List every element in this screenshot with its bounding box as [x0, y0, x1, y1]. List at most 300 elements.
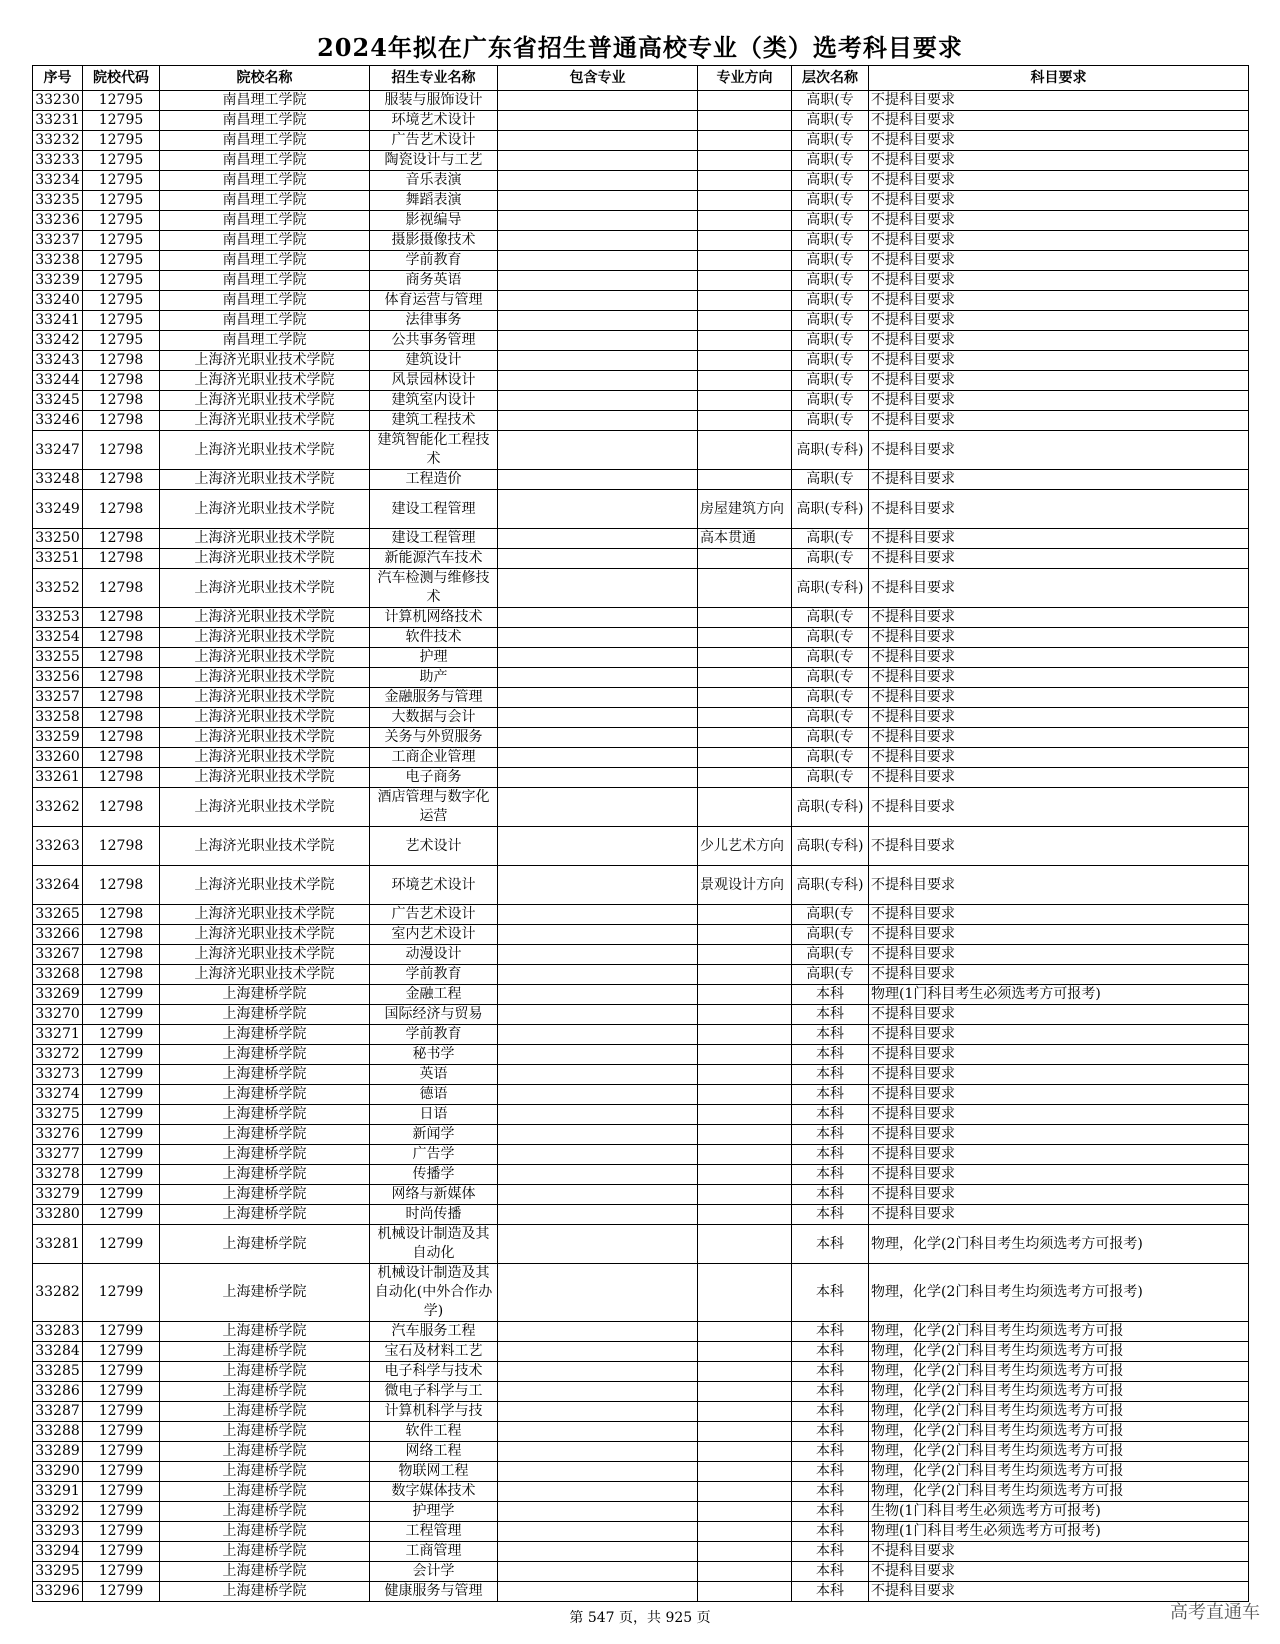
cell-included: [498, 1165, 698, 1185]
cell-level: 高职(专: [792, 628, 869, 648]
cell-seq: 33232: [33, 131, 83, 151]
cell-included: [498, 1005, 698, 1025]
cell-direction: [698, 1342, 792, 1362]
cell-school-code: 12799: [83, 1542, 160, 1562]
cell-requirement: 不提科目要求: [869, 251, 1249, 271]
cell-seq: 33284: [33, 1342, 83, 1362]
cell-direction: [698, 1085, 792, 1105]
cell-major: 金融工程: [370, 985, 498, 1005]
cell-school-code: 12798: [83, 866, 160, 905]
cell-major: 新能源汽车技术: [370, 549, 498, 569]
cell-school-name: 南昌理工学院: [160, 171, 370, 191]
cell-requirement: 不提科目要求: [869, 351, 1249, 371]
cell-direction: [698, 945, 792, 965]
cell-seq: 33264: [33, 866, 83, 905]
cell-seq: 33292: [33, 1502, 83, 1522]
table-row: [33, 1145, 1249, 1165]
cell-seq: 33285: [33, 1362, 83, 1382]
cell-direction: [698, 648, 792, 668]
cell-included: [498, 91, 698, 111]
cell-direction: [698, 688, 792, 708]
cell-major: 工商企业管理: [370, 748, 498, 768]
cell-seq: 33262: [33, 788, 83, 827]
table-row: [33, 211, 1249, 231]
cell-school-code: 12795: [83, 311, 160, 331]
cell-included: [498, 1322, 698, 1342]
table-row: [33, 1085, 1249, 1105]
cell-seq: 33244: [33, 371, 83, 391]
cell-major: 工程造价: [370, 470, 498, 490]
cell-school-name: 上海建桥学院: [160, 1362, 370, 1382]
cell-major: 学前教育: [370, 251, 498, 271]
cell-major: 时尚传播: [370, 1205, 498, 1225]
table-header-row: [33, 66, 1249, 91]
cell-requirement: 不提科目要求: [869, 1562, 1249, 1582]
cell-direction: [698, 1382, 792, 1402]
table-row: [33, 965, 1249, 985]
column-header: 包含专业: [498, 66, 698, 91]
cell-included: [498, 768, 698, 788]
cell-seq: 33255: [33, 648, 83, 668]
cell-school-name: 南昌理工学院: [160, 131, 370, 151]
cell-included: [498, 569, 698, 608]
cell-included: [498, 490, 698, 529]
table-row: [33, 1422, 1249, 1442]
cell-major: 酒店管理与数字化运营: [370, 788, 498, 827]
cell-requirement: 不提科目要求: [869, 411, 1249, 431]
cell-school-code: 12799: [83, 1422, 160, 1442]
cell-level: 高职(专: [792, 211, 869, 231]
cell-level: 高职(专科): [792, 866, 869, 905]
cell-direction: [698, 351, 792, 371]
cell-school-code: 12795: [83, 91, 160, 111]
table-row: [33, 1542, 1249, 1562]
cell-level: 高职(专: [792, 728, 869, 748]
cell-direction: [698, 925, 792, 945]
table-row: [33, 1522, 1249, 1542]
cell-direction: [698, 728, 792, 748]
cell-school-name: 上海济光职业技术学院: [160, 391, 370, 411]
cell-level: 本科: [792, 1205, 869, 1225]
cell-level: 本科: [792, 1085, 869, 1105]
requirements-table: [32, 65, 1249, 1602]
cell-direction: [698, 251, 792, 271]
cell-requirement: 不提科目要求: [869, 171, 1249, 191]
cell-requirement: 不提科目要求: [869, 569, 1249, 608]
cell-school-name: 上海建桥学院: [160, 1542, 370, 1562]
cell-seq: 33286: [33, 1382, 83, 1402]
table-row: [33, 945, 1249, 965]
cell-major: 摄影摄像技术: [370, 231, 498, 251]
cell-level: 本科: [792, 1005, 869, 1025]
cell-requirement: 不提科目要求: [869, 708, 1249, 728]
cell-included: [498, 311, 698, 331]
cell-level: 高职(专: [792, 470, 869, 490]
page-title: 2024年拟在广东省招生普通高校专业（类）选考科目要求: [317, 33, 963, 62]
cell-seq: 33269: [33, 985, 83, 1005]
cell-school-code: 12799: [83, 1264, 160, 1322]
cell-requirement: 不提科目要求: [869, 628, 1249, 648]
table-row: [33, 470, 1249, 490]
cell-direction: [698, 1462, 792, 1482]
cell-school-name: 上海建桥学院: [160, 1342, 370, 1362]
cell-included: [498, 1522, 698, 1542]
cell-school-name: 上海建桥学院: [160, 1264, 370, 1322]
cell-requirement: 不提科目要求: [869, 490, 1249, 529]
cell-school-name: 上海建桥学院: [160, 1025, 370, 1045]
cell-requirement: 不提科目要求: [869, 131, 1249, 151]
table-body: [33, 91, 1249, 1602]
cell-level: 高职(专: [792, 905, 869, 925]
cell-included: [498, 1542, 698, 1562]
cell-level: 本科: [792, 985, 869, 1005]
table-row: [33, 648, 1249, 668]
cell-direction: [698, 1105, 792, 1125]
cell-school-code: 12798: [83, 391, 160, 411]
cell-school-code: 12799: [83, 1482, 160, 1502]
table-row: [33, 1264, 1249, 1322]
column-header: 院校代码: [83, 66, 160, 91]
cell-school-name: 南昌理工学院: [160, 251, 370, 271]
cell-requirement: 物理，化学(2门科目考生均须选考方可报: [869, 1362, 1249, 1382]
cell-level: 高职(专: [792, 311, 869, 331]
cell-seq: 33282: [33, 1264, 83, 1322]
cell-seq: 33276: [33, 1125, 83, 1145]
cell-level: 本科: [792, 1442, 869, 1462]
cell-level: 本科: [792, 1402, 869, 1422]
cell-included: [498, 1264, 698, 1322]
cell-level: 高职(专: [792, 251, 869, 271]
cell-major: 建筑智能化工程技术: [370, 431, 498, 470]
cell-seq: 33248: [33, 470, 83, 490]
cell-major: 建设工程管理: [370, 490, 498, 529]
cell-major: 助产: [370, 668, 498, 688]
cell-level: 高职(专科): [792, 431, 869, 470]
cell-level: 本科: [792, 1362, 869, 1382]
cell-school-name: 上海济光职业技术学院: [160, 608, 370, 628]
cell-included: [498, 866, 698, 905]
cell-direction: [698, 470, 792, 490]
cell-included: [498, 1502, 698, 1522]
table-row: [33, 1065, 1249, 1085]
table-row: [33, 1442, 1249, 1462]
cell-level: 高职(专科): [792, 788, 869, 827]
cell-direction: [698, 549, 792, 569]
table-row: [33, 1225, 1249, 1264]
cell-direction: [698, 628, 792, 648]
cell-major: 广告学: [370, 1145, 498, 1165]
cell-seq: 33251: [33, 549, 83, 569]
cell-school-name: 上海济光职业技术学院: [160, 905, 370, 925]
table-row: [33, 191, 1249, 211]
table-row: [33, 1402, 1249, 1422]
cell-level: 本科: [792, 1065, 869, 1085]
cell-school-name: 上海济光职业技术学院: [160, 768, 370, 788]
cell-major: 关务与外贸服务: [370, 728, 498, 748]
cell-requirement: 不提科目要求: [869, 945, 1249, 965]
cell-level: 高职(专: [792, 411, 869, 431]
table-row: [33, 1185, 1249, 1205]
cell-requirement: 不提科目要求: [869, 608, 1249, 628]
cell-school-code: 12798: [83, 628, 160, 648]
table-row: [33, 549, 1249, 569]
cell-level: 高职(专: [792, 549, 869, 569]
table-row: [33, 1462, 1249, 1482]
cell-major: 网络与新媒体: [370, 1185, 498, 1205]
table-row: [33, 1005, 1249, 1025]
cell-direction: [698, 1482, 792, 1502]
cell-requirement: 不提科目要求: [869, 151, 1249, 171]
table-row: [33, 866, 1249, 905]
table-row: [33, 1045, 1249, 1065]
cell-requirement: 物理，化学(2门科目考生均须选考方可报: [869, 1322, 1249, 1342]
cell-direction: [698, 608, 792, 628]
cell-seq: 33294: [33, 1542, 83, 1562]
cell-school-name: 上海济光职业技术学院: [160, 945, 370, 965]
cell-major: 软件技术: [370, 628, 498, 648]
cell-major: 室内艺术设计: [370, 925, 498, 945]
cell-school-code: 12798: [83, 688, 160, 708]
cell-school-name: 上海济光职业技术学院: [160, 708, 370, 728]
cell-school-name: 上海建桥学院: [160, 1482, 370, 1502]
cell-seq: 33245: [33, 391, 83, 411]
cell-requirement: 不提科目要求: [869, 866, 1249, 905]
cell-seq: 33237: [33, 231, 83, 251]
cell-included: [498, 1442, 698, 1462]
cell-requirement: 不提科目要求: [869, 431, 1249, 470]
cell-school-name: 上海建桥学院: [160, 1422, 370, 1442]
cell-major: 舞蹈表演: [370, 191, 498, 211]
cell-included: [498, 549, 698, 569]
cell-requirement: 不提科目要求: [869, 1205, 1249, 1225]
cell-major: 建设工程管理: [370, 529, 498, 549]
cell-school-name: 上海建桥学院: [160, 1165, 370, 1185]
cell-seq: 33266: [33, 925, 83, 945]
cell-included: [498, 470, 698, 490]
column-header: 科目要求: [869, 66, 1249, 91]
cell-requirement: 不提科目要求: [869, 965, 1249, 985]
cell-direction: [698, 1362, 792, 1382]
cell-school-name: 上海建桥学院: [160, 1085, 370, 1105]
table-row: [33, 688, 1249, 708]
cell-seq: 33257: [33, 688, 83, 708]
cell-requirement: 不提科目要求: [869, 271, 1249, 291]
table-row: [33, 1205, 1249, 1225]
cell-level: 高职(专: [792, 768, 869, 788]
cell-direction: [698, 569, 792, 608]
cell-school-name: 上海济光职业技术学院: [160, 411, 370, 431]
cell-direction: [698, 1542, 792, 1562]
cell-level: 本科: [792, 1145, 869, 1165]
column-header: 专业方向: [698, 66, 792, 91]
cell-direction: 少儿艺术方向: [698, 827, 792, 866]
cell-included: [498, 1225, 698, 1264]
cell-direction: [698, 431, 792, 470]
cell-direction: [698, 391, 792, 411]
cell-level: 高职(专: [792, 91, 869, 111]
cell-school-code: 12799: [83, 1125, 160, 1145]
cell-direction: [698, 1125, 792, 1145]
cell-requirement: 不提科目要求: [869, 529, 1249, 549]
cell-direction: [698, 1145, 792, 1165]
cell-seq: 33289: [33, 1442, 83, 1462]
cell-requirement: 不提科目要求: [869, 1542, 1249, 1562]
cell-major: 陶瓷设计与工艺: [370, 151, 498, 171]
cell-school-name: 上海建桥学院: [160, 1502, 370, 1522]
cell-major: 环境艺术设计: [370, 866, 498, 905]
table-row: [33, 905, 1249, 925]
cell-direction: [698, 1185, 792, 1205]
cell-school-code: 12798: [83, 411, 160, 431]
column-header: 院校名称: [160, 66, 370, 91]
cell-seq: 33252: [33, 569, 83, 608]
cell-major: 护理: [370, 648, 498, 668]
cell-major: 建筑工程技术: [370, 411, 498, 431]
cell-seq: 33263: [33, 827, 83, 866]
cell-school-code: 12795: [83, 131, 160, 151]
table-row: [33, 1362, 1249, 1382]
cell-level: 本科: [792, 1582, 869, 1602]
table-row: [33, 231, 1249, 251]
cell-school-name: 上海济光职业技术学院: [160, 371, 370, 391]
cell-direction: [698, 965, 792, 985]
cell-major: 金融服务与管理: [370, 688, 498, 708]
cell-requirement: 不提科目要求: [869, 748, 1249, 768]
cell-school-name: 南昌理工学院: [160, 211, 370, 231]
cell-level: 高职(专: [792, 131, 869, 151]
cell-level: 本科: [792, 1105, 869, 1125]
cell-school-code: 12798: [83, 965, 160, 985]
cell-major: 工商管理: [370, 1542, 498, 1562]
cell-requirement: 不提科目要求: [869, 331, 1249, 351]
cell-school-code: 12799: [83, 1145, 160, 1165]
cell-requirement: 不提科目要求: [869, 768, 1249, 788]
cell-seq: 33270: [33, 1005, 83, 1025]
table-row: [33, 391, 1249, 411]
cell-direction: [698, 91, 792, 111]
cell-seq: 33250: [33, 529, 83, 549]
cell-school-code: 12798: [83, 648, 160, 668]
cell-school-code: 12799: [83, 1342, 160, 1362]
cell-included: [498, 529, 698, 549]
cell-school-name: 上海建桥学院: [160, 1185, 370, 1205]
table-row: [33, 1502, 1249, 1522]
cell-direction: [698, 1322, 792, 1342]
cell-requirement: 不提科目要求: [869, 549, 1249, 569]
cell-requirement: 不提科目要求: [869, 1025, 1249, 1045]
cell-school-code: 12795: [83, 171, 160, 191]
cell-school-name: 上海建桥学院: [160, 1225, 370, 1264]
cell-requirement: 不提科目要求: [869, 391, 1249, 411]
cell-requirement: 不提科目要求: [869, 827, 1249, 866]
cell-major: 护理学: [370, 1502, 498, 1522]
cell-major: 新闻学: [370, 1125, 498, 1145]
cell-level: 高职(专: [792, 371, 869, 391]
cell-included: [498, 1382, 698, 1402]
cell-major: 汽车服务工程: [370, 1322, 498, 1342]
cell-major: 学前教育: [370, 1025, 498, 1045]
cell-seq: 33261: [33, 768, 83, 788]
cell-seq: 33275: [33, 1105, 83, 1125]
cell-requirement: 不提科目要求: [869, 668, 1249, 688]
cell-direction: 高本贯通: [698, 529, 792, 549]
cell-included: [498, 965, 698, 985]
cell-major: 体育运营与管理: [370, 291, 498, 311]
cell-direction: [698, 1225, 792, 1264]
cell-requirement: 不提科目要求: [869, 1105, 1249, 1125]
cell-major: 机械设计制造及其自动化(中外合作办学): [370, 1264, 498, 1322]
cell-school-name: 南昌理工学院: [160, 111, 370, 131]
cell-direction: [698, 371, 792, 391]
cell-school-code: 12799: [83, 1205, 160, 1225]
cell-school-code: 12795: [83, 331, 160, 351]
cell-school-code: 12799: [83, 1442, 160, 1462]
cell-major: 电子科学与技术: [370, 1362, 498, 1382]
cell-seq: 33246: [33, 411, 83, 431]
cell-school-code: 12798: [83, 708, 160, 728]
cell-seq: 33288: [33, 1422, 83, 1442]
cell-included: [498, 1362, 698, 1382]
cell-included: [498, 251, 698, 271]
cell-seq: 33272: [33, 1045, 83, 1065]
cell-seq: 33259: [33, 728, 83, 748]
cell-included: [498, 1125, 698, 1145]
cell-included: [498, 1185, 698, 1205]
cell-level: 高职(专: [792, 688, 869, 708]
table-row: [33, 311, 1249, 331]
cell-major: 机械设计制造及其自动化: [370, 1225, 498, 1264]
table-row: [33, 1125, 1249, 1145]
cell-school-name: 上海建桥学院: [160, 1402, 370, 1422]
table-row: [33, 351, 1249, 371]
cell-requirement: 物理，化学(2门科目考生均须选考方可报: [869, 1482, 1249, 1502]
table-row: [33, 1322, 1249, 1342]
cell-included: [498, 668, 698, 688]
cell-included: [498, 1065, 698, 1085]
table-row: [33, 1165, 1249, 1185]
cell-seq: 33283: [33, 1322, 83, 1342]
table-row: [33, 985, 1249, 1005]
column-header: 序号: [33, 66, 83, 91]
cell-school-name: 南昌理工学院: [160, 331, 370, 351]
cell-seq: 33295: [33, 1562, 83, 1582]
cell-seq: 33236: [33, 211, 83, 231]
cell-school-code: 12798: [83, 668, 160, 688]
cell-requirement: 生物(1门科目考生必须选考方可报考): [869, 1502, 1249, 1522]
cell-included: [498, 1402, 698, 1422]
cell-requirement: 不提科目要求: [869, 1125, 1249, 1145]
cell-included: [498, 191, 698, 211]
cell-school-name: 上海建桥学院: [160, 1382, 370, 1402]
cell-school-name: 上海济光职业技术学院: [160, 628, 370, 648]
cell-seq: 33231: [33, 111, 83, 131]
cell-school-name: 上海济光职业技术学院: [160, 490, 370, 529]
cell-level: 本科: [792, 1482, 869, 1502]
table-row: [33, 1025, 1249, 1045]
cell-school-name: 上海济光职业技术学院: [160, 431, 370, 470]
cell-included: [498, 1085, 698, 1105]
cell-school-code: 12795: [83, 111, 160, 131]
cell-level: 本科: [792, 1502, 869, 1522]
cell-level: 高职(专: [792, 271, 869, 291]
cell-included: [498, 431, 698, 470]
cell-major: 日语: [370, 1105, 498, 1125]
cell-requirement: 物理，化学(2门科目考生均须选考方可报: [869, 1382, 1249, 1402]
cell-included: [498, 1045, 698, 1065]
cell-requirement: 不提科目要求: [869, 470, 1249, 490]
cell-included: [498, 688, 698, 708]
cell-seq: 33238: [33, 251, 83, 271]
